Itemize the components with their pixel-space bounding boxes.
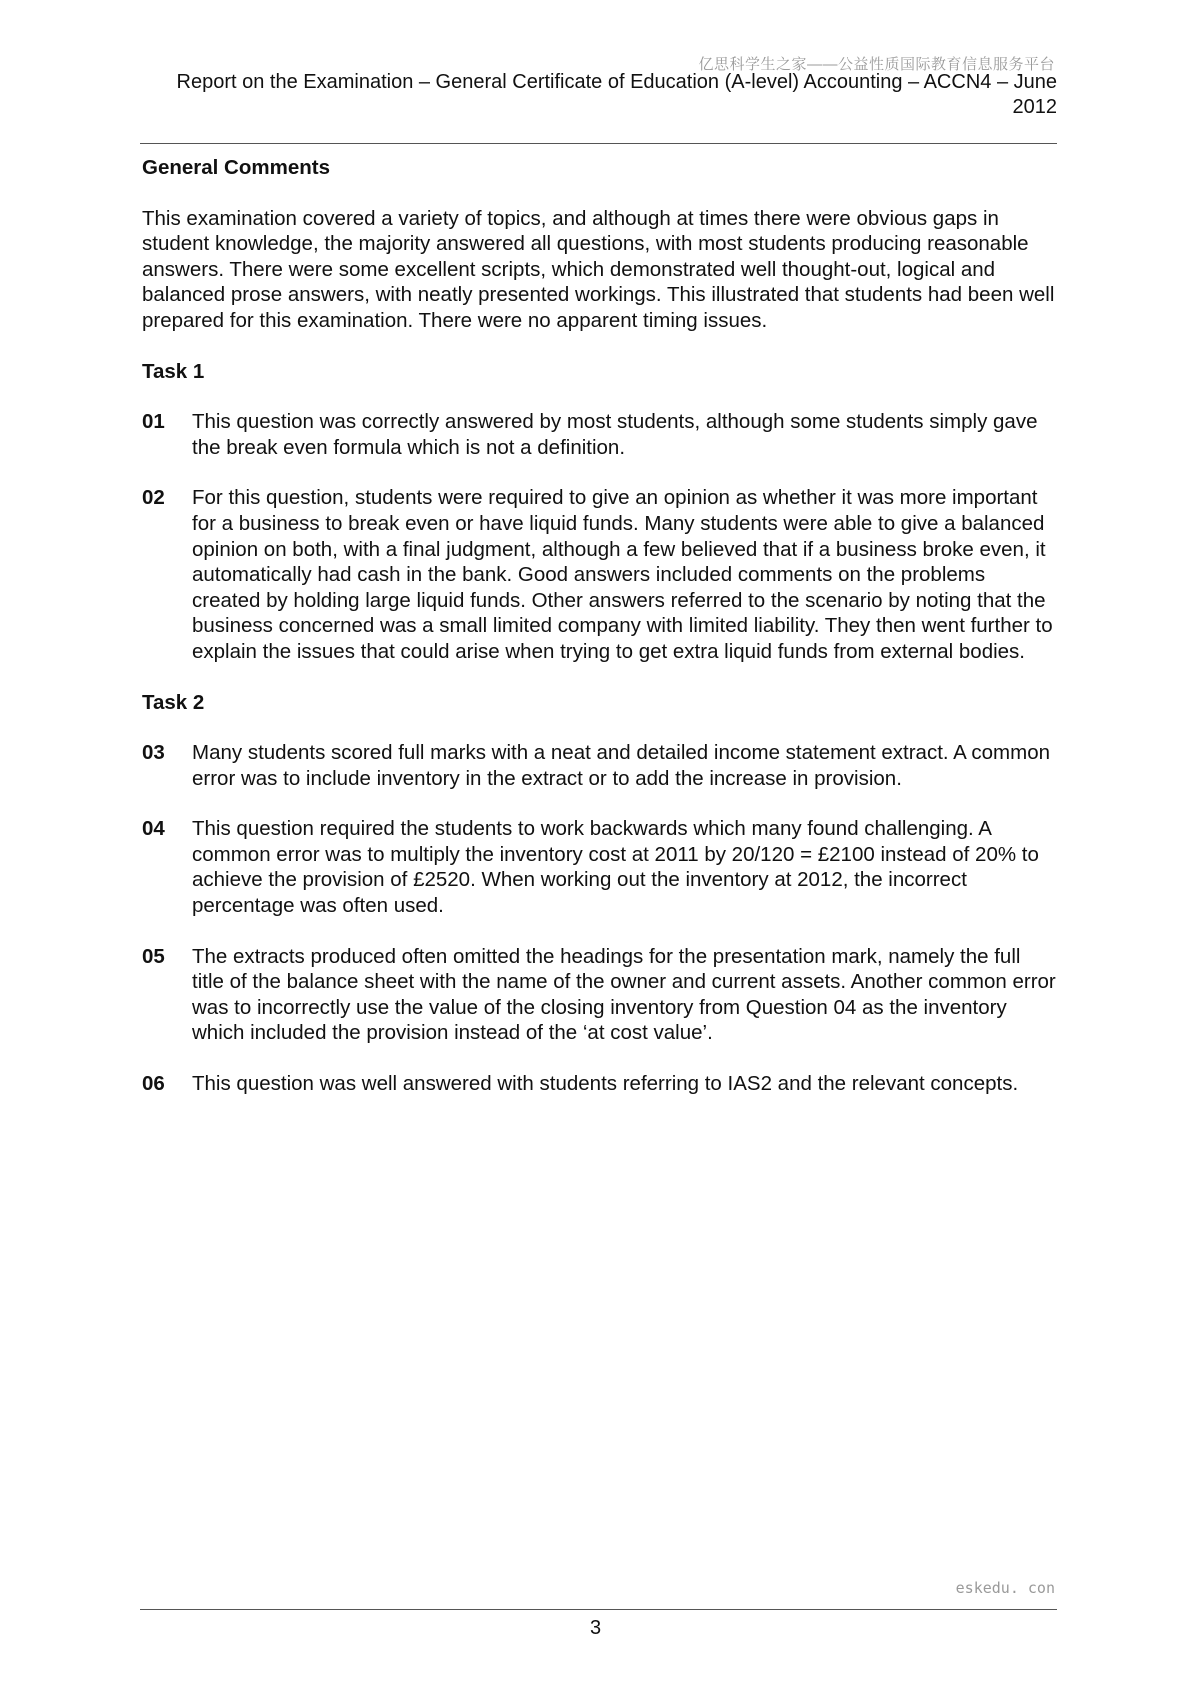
footer-divider — [140, 1609, 1057, 1610]
question-comment: The extracts produced often omitted the headings for the presentation mark, namely the full title of the balance sheet with the name of the owner and current assets. Another common error was to incorrectly use the value of the closing inventory from Question 04 as the inventory which included the provision instead of the ‘at cost value’. — [192, 944, 1056, 1045]
question-comment: This question was correctly answered by most students, although some students simply gave the break even formula which is not a definition. — [192, 410, 1038, 459]
header-divider — [140, 143, 1057, 144]
general-comments-text: This examination covered a variety of topics, and although at times there were obvious gaps in student knowledge, the majority answered all questions, with most students producing reasonable answers. There were some excellent scripts, which demonstrated well thought-out, logical and balanced prose answers, with neatly presented workings. This illustrated that students had been well prepared for this examination. There were no apparent timing issues. — [142, 206, 1055, 332]
question-comment: This question was well answered with students referring to IAS2 and the relevant concepts. — [192, 1072, 1019, 1096]
report-body — [142, 155, 1057, 1097]
task1-heading: Task 1 — [142, 359, 205, 383]
question-number: 01 — [142, 410, 165, 434]
question-number: 02 — [142, 486, 165, 510]
footer-watermark: eskedu. con — [955, 1579, 1055, 1597]
question-item-01 — [142, 409, 1057, 460]
question-comment: Many students scored full marks with a neat and detailed income statement extract. A common error was to include inventory in the extract or to add the increase in provision. — [192, 741, 1051, 790]
report-header-line1: Report on the Examination – General Certificate of Education (A-level) Accounting – ACCN4 – June — [176, 71, 1057, 93]
task2-heading: Task 2 — [142, 690, 205, 714]
report-header-line2: 2012 — [1012, 96, 1057, 118]
question-item-05 — [142, 944, 1057, 1046]
question-number: 04 — [142, 817, 165, 841]
question-item-04 — [142, 816, 1057, 918]
question-number: 06 — [142, 1072, 165, 1096]
question-number: 03 — [142, 741, 165, 765]
general-comments-heading: General Comments — [142, 156, 330, 179]
question-item-06 — [142, 1071, 1057, 1097]
page-number: 3 — [589, 1617, 602, 1639]
header-watermark: 亿思科学生之家——公益性质国际教育信息服务平台 — [698, 56, 1055, 73]
question-item-03 — [142, 740, 1057, 791]
report-header — [157, 70, 1057, 120]
question-comment: This question required the students to work backwards which many found challenging. A common error was to multiply the inventory cost at 2011 by 20/120 = £2100 instead of 20% to achieve the provision of £2520. When working out the inventory at 2012, the incorrect percentage was often used. — [192, 817, 1039, 918]
question-comment: For this question, students were required to give an opinion as whether it was more important for a business to break even or have liquid funds. Many students were able to give a balanced opinion on both, with a final judgment, although a few believed that if a business broke even, it automatically had cash in the bank. Good answers included comments on the problems created by holding large liquid funds. Other answers referred to the scenario by noting that the business concerned was a small limited company with limited liability. They then went further to explain the issues that could arise when trying to get extra liquid funds from external bodies. — [192, 486, 1053, 663]
question-number: 05 — [142, 944, 165, 968]
question-item-02 — [142, 485, 1057, 664]
